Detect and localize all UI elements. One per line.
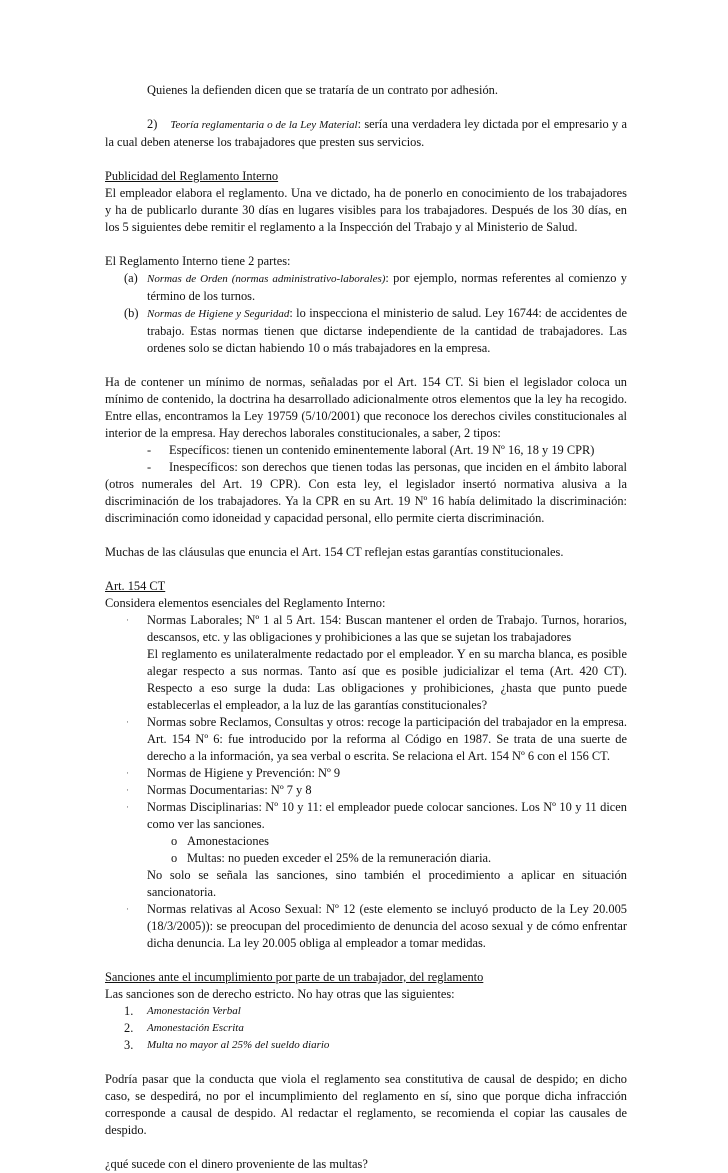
sanciones-heading: Sanciones ante el incumplimiento por parte de un trabajador, del reglamento xyxy=(105,970,484,984)
art154-item-higiene xyxy=(105,765,627,782)
bullet-icon: · xyxy=(126,785,129,795)
theory-2-paragraph xyxy=(105,116,627,151)
partes-intro: El Reglamento Interno tiene 2 partes: xyxy=(105,254,291,268)
bullet-icon: · xyxy=(126,904,129,914)
theory-2-title: Teoría reglamentaria o de la Ley Material xyxy=(170,119,358,131)
art154-item-documentarias xyxy=(105,782,627,799)
sancion-number: 2. xyxy=(124,1021,134,1035)
parte-a-title: Normas de Orden (normas administrativo-laborales) xyxy=(147,273,386,285)
despido-text: Podría pasar que la conducta que viola el reglamento sea constitutiva de causal de despido; en dicho caso, se despedirá, no por el incumplimiento del reglamento en sí, sino que porque dicha infracción corresponde a causal de despido. Al redactar el reglamento, se recomienda el copiar las causales de despido. xyxy=(105,1072,627,1137)
circle-marker: o xyxy=(171,834,178,848)
art154-heading: Art. 154 CT xyxy=(105,579,166,593)
sub-item-multas xyxy=(105,850,627,867)
publicidad-heading: Publicidad del Reglamento Interno xyxy=(105,169,279,183)
art154-intro: Considera elementos esenciales del Reglamento Interno: xyxy=(105,596,386,610)
multas-text: Multas: no pueden exceder el 25% de la remuneración diaria. xyxy=(187,851,492,865)
sancion-item xyxy=(105,1003,627,1020)
inespecificos-body: Inespecíficos: son derechos que tienen todas las personas, que inciden en el ámbito laboral (otros numerales del Art. 19 CPR). Con esta ley, el legislador insertó normativa alusiva a la discriminación de los trabajadores. Ya la CPR en su Art. 19 Nº 16 había delimitado la discriminación: discriminación como idoneidad y capacidad personal, ello permite cierta discriminación. xyxy=(105,460,627,525)
parte-a-text: : por ejemplo, normas referentes al comienzo y término de los turnos. xyxy=(147,271,627,303)
sancion-label: Amonestación Verbal xyxy=(147,1005,241,1017)
art154-item-disciplinarias xyxy=(105,799,627,833)
sub-item-amonestaciones xyxy=(105,833,627,850)
parte-b-marker: (b) xyxy=(124,306,139,320)
sancion-item xyxy=(105,1020,627,1037)
reclamos-text: Normas sobre Reclamos, Consultas y otros: recoge la participación del trabajador en la empresa. Art. 154 Nº 6: fue introducido por la reforma al Código en 1987. Se trata de una suerte de derecho a la información, ya sea verbal o escrita. Se relaciona el Art. 154 Nº 6 con el 156 CT. xyxy=(147,715,627,763)
sancion-label: Amonestación Escrita xyxy=(147,1022,244,1034)
sancion-number: 1. xyxy=(124,1004,134,1018)
theory-2-text: : sería una verdadera ley dictada por el empresario y a la cual deben atenerse los trabajadores que presten sus servicios. xyxy=(105,117,627,149)
bullet-icon: · xyxy=(126,802,129,812)
documentarias-text: Normas Documentarias: Nº 7 y 8 xyxy=(147,783,312,797)
inespecificos-text xyxy=(105,459,627,527)
sancion-item xyxy=(105,1037,627,1054)
circle-marker: o xyxy=(171,851,178,865)
acoso-text: Normas relativas al Acoso Sexual: Nº 12 (este elemento se incluyó producto de la Ley 20.005 (18/3/2005)): se preocupan del procedimiento de denuncia del acoso sexual y de cómo enfrentar dicha denuncia. La ley 20.005 obliga al empleador a tomar medidas. xyxy=(147,902,627,950)
bullet-icon: · xyxy=(126,768,129,778)
art154-item-reclamos xyxy=(105,714,627,765)
dash-marker: - xyxy=(147,460,152,474)
parte-a-marker: (a) xyxy=(124,271,138,285)
especificos-item xyxy=(105,442,627,459)
sanciones-intro: Las sanciones son de derecho estricto. No hay otras que las siguientes: xyxy=(105,987,455,1001)
document-page xyxy=(105,82,627,1173)
parte-b-text: : lo inspecciona el ministerio de salud. Ley 16744: de accidentes de trabajo. Estas normas tienen que dictarse independiente de la cantidad de trabajadores. Las ordenes solo se dictan habiendo 10 o más trabajadores en la empresa. xyxy=(147,306,627,355)
dash-marker: - xyxy=(147,443,152,457)
minimo-text: Ha de contener un mínimo de normas, señaladas por el Art. 154 CT. Si bien el legislador coloca un mínimo de contenido, la doctrina ha desarrollado adicionalmente otros elementos que la ley ha recogido. Entre ellas, encontramos la Ley 19759 (5/10/2001) que reconoce los derechos civiles constitucionales al interior de la empresa. Hay derechos laborales constitucionales, a saber, 2 tipos: xyxy=(105,375,627,440)
unilateral-text: El reglamento es unilateralmente redactado por el empleador. Y en su marcha blanca, es posible alegar respecto a sus normas. Tanto así que es posible judicializar el tema (Art. 420 CT). Respecto a eso surge la duda: Las obligaciones y prohibiciones, ¿hasta que punto puede establecerlas el empleador, a la luz de las garantías constitucionales? xyxy=(147,647,627,712)
theory-2-number: 2) xyxy=(147,117,158,131)
bullet-icon: · xyxy=(126,717,129,727)
art154-item-acoso xyxy=(105,901,627,952)
pregunta-text: ¿qué sucede con el dinero proveniente de las multas? xyxy=(105,1157,368,1171)
no-solo-text: No solo se señala las sanciones, sino también el procedimiento a aplicar en situación sancionatoria. xyxy=(147,868,627,899)
amonestaciones-text: Amonestaciones xyxy=(187,834,269,848)
higiene-text: Normas de Higiene y Prevención: Nº 9 xyxy=(147,766,341,780)
intro-line: Quienes la defienden dicen que se trataría de un contrato por adhesión. xyxy=(147,83,498,97)
bullet-icon: · xyxy=(126,615,129,625)
laborales-text: Normas Laborales; Nº 1 al 5 Art. 154: Buscan mantener el orden de Trabajo. Turnos, horarios, descansos, etc. y las obligaciones y prohibiciones a las que se sujetan los trabajadores xyxy=(147,613,627,644)
art154-item-laborales xyxy=(105,612,627,646)
sancion-number: 3. xyxy=(124,1038,134,1052)
parte-b xyxy=(105,305,627,357)
parte-b-title: Normas de Higiene y Seguridad xyxy=(147,308,290,320)
parte-a xyxy=(105,270,627,305)
muchas-text: Muchas de las cláusulas que enuncia el Art. 154 CT reflejan estas garantías constitucionales. xyxy=(105,545,564,559)
especificos-text: Específicos: tienen un contenido eminentemente laboral (Art. 19 Nº 16, 18 y 19 CPR) xyxy=(169,443,595,457)
disciplinarias-text: Normas Disciplinarias: Nº 10 y 11: el empleador puede colocar sanciones. Los Nº 10 y 11 dicen como ver las sanciones. xyxy=(147,800,627,831)
sancion-label: Multa no mayor al 25% del sueldo diario xyxy=(147,1039,330,1051)
publicidad-text: El empleador elabora el reglamento. Una ve dictado, ha de ponerlo en conocimiento de los trabajadores y ha de publicarlo durante 30 días en lugares visibles para los trabajadores. Después de los 30 días, en los 5 siguientes debe remitir el reglamento a la Inspección del Trabajo y al Ministerio de Salud. xyxy=(105,186,627,234)
